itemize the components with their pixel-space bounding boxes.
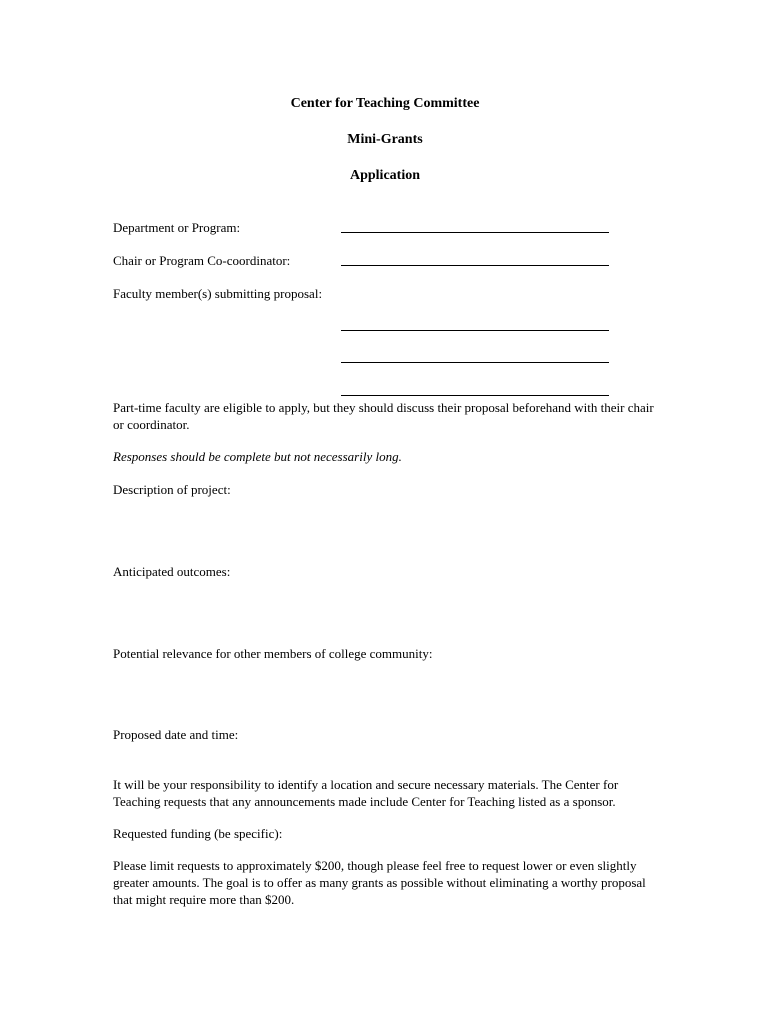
document-type-title: Application bbox=[349, 168, 420, 183]
faculty-blank-3[interactable] bbox=[341, 395, 609, 396]
faculty-blank-1[interactable] bbox=[341, 330, 609, 331]
part-time-note: Part-time faculty are eligible to apply, but they should discuss their proposal beforehand with their chair or coordinator. bbox=[113, 400, 654, 432]
requested-funding-label: Requested funding (be specific): bbox=[113, 826, 283, 841]
outcomes-label: Anticipated outcomes: bbox=[113, 564, 231, 579]
date-time-label: Proposed date and time: bbox=[113, 727, 239, 742]
responses-note: Responses should be complete but not necessarily long. bbox=[113, 449, 402, 464]
program-title: Mini-Grants bbox=[347, 132, 423, 147]
committee-title: Center for Teaching Committee bbox=[290, 96, 480, 111]
chair-label: Chair or Program Co-coordinator: bbox=[113, 253, 291, 268]
description-label: Description of project: bbox=[113, 482, 231, 497]
relevance-label: Potential relevance for other members of college community: bbox=[113, 646, 433, 661]
limit-paragraph: Please limit requests to approximately $200, though please feel free to request lower or even slightly greater amounts. The goal is to offer as many grants as possible without eliminating a worthy proposal that might require more than $200. bbox=[113, 858, 646, 907]
faculty-blank-2[interactable] bbox=[341, 362, 609, 363]
department-label: Department or Program: bbox=[113, 220, 241, 235]
chair-blank[interactable] bbox=[341, 265, 609, 266]
responsibility-paragraph: It will be your responsibility to identify a location and secure necessary materials. The Center for Teaching requests that any announcements made include Center for Teaching listed as a sponsor. bbox=[113, 777, 619, 809]
faculty-label: Faculty member(s) submitting proposal: bbox=[113, 286, 323, 301]
department-blank[interactable] bbox=[341, 232, 609, 233]
